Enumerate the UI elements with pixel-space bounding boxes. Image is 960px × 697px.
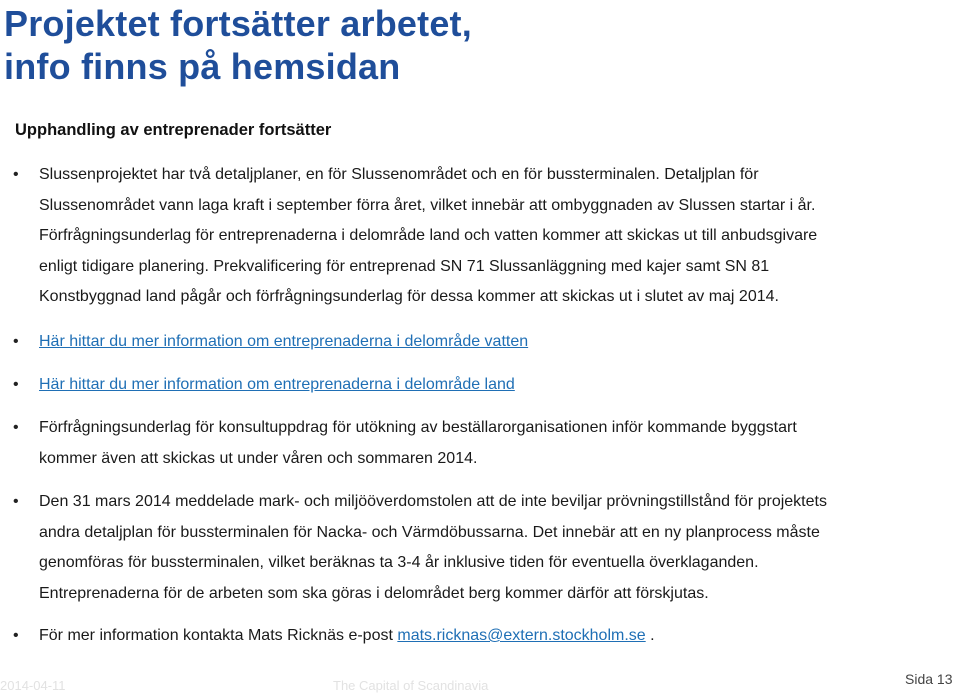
bullet-text: [39, 160, 939, 313]
link-delomrade-vatten[interactable]: Här hittar du mer information om entreprenaderna i delområde vatten: [39, 333, 529, 350]
bullet-text: [39, 621, 939, 652]
page-number: Sida 13: [905, 671, 953, 687]
bullet-line: andra detaljplan för bussterminalen för Nacka- och Värmdöbussarna. Det innebär att en ny planprocess måste: [39, 523, 820, 541]
bullet-line: Slussenområdet vann laga kraft i september förra året, vilket innebär att ombyggnaden av Slussen startar i år.: [39, 196, 816, 214]
bullet-dot-icon: •: [13, 627, 19, 644]
contact-suffix: .: [645, 627, 655, 644]
footer-date: 2014-04-11: [0, 678, 66, 693]
bullet-text: [39, 327, 939, 358]
bullet-dot-icon: •: [13, 493, 19, 510]
slide-title-line-2: info finns på hemsidan: [4, 46, 401, 87]
bullet-line: Den 31 mars 2014 meddelade mark- och miljööverdomstolen att de inte beviljar prövningstillstånd för projektets: [39, 493, 827, 510]
bullet-dot-icon: •: [13, 333, 19, 350]
bullet-line: genomföras för bussterminalen, vilket beräknas ta 3-4 år inklusive tiden för eventuella överklaganden.: [39, 554, 759, 571]
bullet-line: enligt tidigare planering. Prekvalificering för entreprenad SN 71 Slussanläggning med kajer samt SN 81: [39, 257, 770, 275]
bullet-line: Slussenprojektet har två detaljplaner, en för Slussenområdet och en för bussterminalen. Detaljplan för: [39, 166, 759, 183]
slide-title-line-1: Projektet fortsätter arbetet,: [4, 3, 472, 44]
bullet-text: [39, 370, 939, 401]
bullet-text: [39, 487, 939, 609]
bullet-dot-icon: •: [13, 166, 19, 183]
bullet-line: kommer även att skickas ut under våren och sommaren 2014.: [39, 449, 478, 467]
bullet-line: Förfrågningsunderlag för entreprenaderna i delområde land och vatten kommer att skickas ut till anbudsgivare: [39, 227, 818, 244]
bullet-line: Entreprenaderna för de arbeten som ska göras i delområdet berg kommer därför att förskjutas.: [39, 584, 709, 602]
contact-text: För mer information kontakta Mats Ricknäs e-post: [39, 627, 398, 644]
bullet-dot-icon: •: [13, 419, 19, 436]
bullet-text: [39, 413, 939, 474]
footer-tagline: The Capital of Scandinavia: [333, 678, 489, 693]
email-link[interactable]: mats.ricknas@extern.stockholm.se: [397, 627, 646, 644]
slide-title: [4, 2, 472, 88]
section-subheading: Upphandling av entreprenader fortsätter: [15, 121, 332, 139]
bullet-line: Förfrågningsunderlag för konsultuppdrag för utökning av beställarorganisationen inför kommande byggstart: [39, 419, 797, 436]
bullet-dot-icon: •: [13, 376, 19, 393]
link-delomrade-land[interactable]: Här hittar du mer information om entreprenaderna i delområde land: [39, 376, 515, 393]
bullet-line: Konstbyggnad land pågår och förfrågningsunderlag för dessa kommer att skickas ut i slutet av maj 2014.: [39, 288, 779, 305]
